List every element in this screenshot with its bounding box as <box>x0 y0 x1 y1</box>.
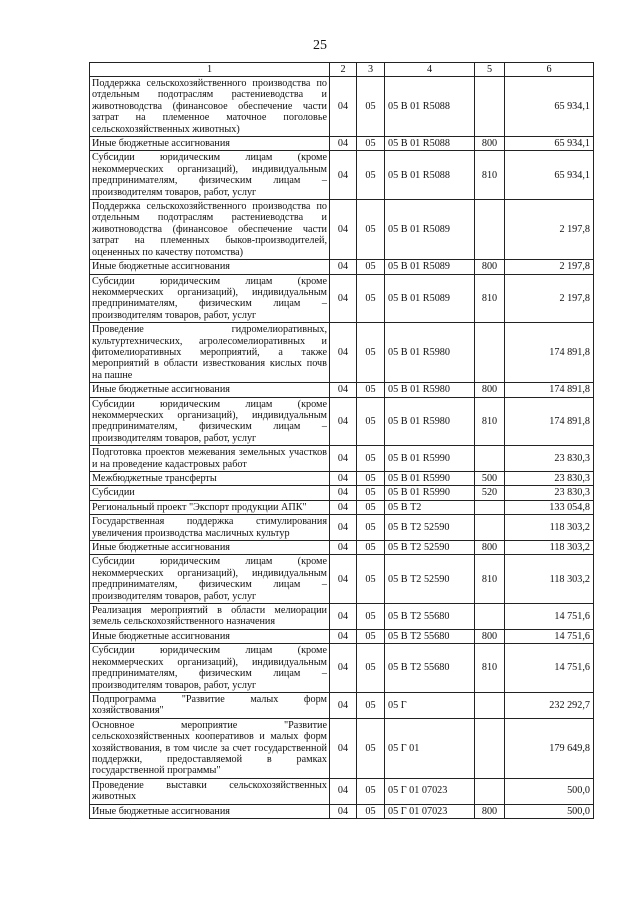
row-description: Иные бюджетные ассигнования <box>90 541 330 555</box>
table-row <box>90 260 594 274</box>
row-target-code: 05 В Т2 <box>385 500 475 514</box>
table-row <box>90 555 594 604</box>
table-row <box>90 472 594 486</box>
row-expense-type <box>475 200 505 260</box>
row-amount: 14 751,6 <box>505 604 594 630</box>
row-target-code: 05 В 01 R5088 <box>385 151 475 200</box>
row-description: Иные бюджетные ассигнования <box>90 629 330 643</box>
row-section: 04 <box>330 778 357 804</box>
row-expense-type: 810 <box>475 397 505 446</box>
row-target-code: 05 Г 01 07023 <box>385 778 475 804</box>
row-amount: 2 197,8 <box>505 200 594 260</box>
row-amount: 174 891,8 <box>505 383 594 397</box>
row-description: Межбюджетные трансферты <box>90 472 330 486</box>
row-section: 04 <box>330 486 357 500</box>
table-row <box>90 692 594 718</box>
row-expense-type: 500 <box>475 472 505 486</box>
row-description: Основное мероприятие "Развитие сельскохозяйственных кооперативов и малых форм хозяйствования, в том числе за счет государственной поддержки, предоставляемой в рамках государственной программы" <box>90 718 330 778</box>
row-target-code: 05 В Т2 55680 <box>385 629 475 643</box>
row-description: Иные бюджетные ассигнования <box>90 383 330 397</box>
row-target-code: 05 В 01 R5088 <box>385 137 475 151</box>
table-row <box>90 804 594 818</box>
row-expense-type: 800 <box>475 260 505 274</box>
row-subsection: 05 <box>357 555 385 604</box>
row-target-code: 05 В 01 R5089 <box>385 274 475 323</box>
row-expense-type: 800 <box>475 629 505 643</box>
row-expense-type: 800 <box>475 137 505 151</box>
row-expense-type <box>475 500 505 514</box>
row-amount: 2 197,8 <box>505 260 594 274</box>
row-amount: 14 751,6 <box>505 644 594 693</box>
row-expense-type <box>475 515 505 541</box>
row-description: Субсидии юридическим лицам (кроме некоммерческих организаций), индивидуальным предпринимателям, физическим лицам – производителям товаров, работ, услуг <box>90 151 330 200</box>
row-description: Подготовка проектов межевания земельных участков и на проведение кадастровых работ <box>90 446 330 472</box>
row-section: 04 <box>330 692 357 718</box>
row-description: Подпрограмма "Развитие малых форм хозяйствования" <box>90 692 330 718</box>
row-expense-type <box>475 718 505 778</box>
row-amount: 118 303,2 <box>505 515 594 541</box>
row-subsection: 05 <box>357 260 385 274</box>
row-subsection: 05 <box>357 472 385 486</box>
table-row <box>90 604 594 630</box>
row-section: 04 <box>330 718 357 778</box>
row-amount: 174 891,8 <box>505 397 594 446</box>
row-subsection: 05 <box>357 151 385 200</box>
row-target-code: 05 Г 01 <box>385 718 475 778</box>
row-subsection: 05 <box>357 644 385 693</box>
row-description: Иные бюджетные ассигнования <box>90 804 330 818</box>
row-subsection: 05 <box>357 778 385 804</box>
row-expense-type <box>475 323 505 383</box>
row-target-code: 05 В Т2 55680 <box>385 644 475 693</box>
row-description: Субсидии <box>90 486 330 500</box>
row-subsection: 05 <box>357 500 385 514</box>
row-subsection: 05 <box>357 515 385 541</box>
row-target-code: 05 В 01 R5089 <box>385 200 475 260</box>
row-subsection: 05 <box>357 486 385 500</box>
row-target-code: 05 В 01 R5088 <box>385 77 475 137</box>
row-expense-type <box>475 692 505 718</box>
row-target-code: 05 В Т2 52590 <box>385 555 475 604</box>
row-section: 04 <box>330 541 357 555</box>
row-description: Поддержка сельскохозяйственного производства по отдельным подотраслям растениеводства и животноводства (финансовое обеспечение части затрат на племенное маточное поголовье сельскохозяйственных животных) <box>90 77 330 137</box>
row-target-code: 05 В Т2 52590 <box>385 541 475 555</box>
table-row <box>90 274 594 323</box>
row-section: 04 <box>330 604 357 630</box>
row-section: 04 <box>330 629 357 643</box>
table-row <box>90 500 594 514</box>
row-section: 04 <box>330 500 357 514</box>
page-number: 25 <box>313 38 327 53</box>
table-row <box>90 77 594 137</box>
row-subsection: 05 <box>357 77 385 137</box>
row-description: Государственная поддержка стимулирования увеличения производства масличных культур <box>90 515 330 541</box>
header-col-5: 5 <box>475 63 505 77</box>
row-expense-type: 800 <box>475 383 505 397</box>
table-row <box>90 541 594 555</box>
row-amount: 118 303,2 <box>505 555 594 604</box>
row-amount: 500,0 <box>505 778 594 804</box>
row-expense-type: 800 <box>475 804 505 818</box>
row-section: 04 <box>330 515 357 541</box>
row-description: Проведение гидромелиоративных, культуртехнических, агролесомелиоративных и фитомелиоративных мероприятий, а также мероприятий в области известкования кислых почв на пашне <box>90 323 330 383</box>
row-subsection: 05 <box>357 200 385 260</box>
row-target-code: 05 Г 01 07023 <box>385 804 475 818</box>
row-target-code: 05 В 01 R5980 <box>385 397 475 446</box>
row-subsection: 05 <box>357 629 385 643</box>
row-section: 04 <box>330 555 357 604</box>
row-subsection: 05 <box>357 541 385 555</box>
row-amount: 23 830,3 <box>505 446 594 472</box>
table-row <box>90 446 594 472</box>
row-description: Региональный проект "Экспорт продукции АПК" <box>90 500 330 514</box>
row-section: 04 <box>330 397 357 446</box>
row-subsection: 05 <box>357 604 385 630</box>
row-section: 04 <box>330 274 357 323</box>
row-description: Субсидии юридическим лицам (кроме некоммерческих организаций), индивидуальным предпринимателям, физическим лицам – производителям товаров, работ, услуг <box>90 274 330 323</box>
row-target-code: 05 В 01 R5089 <box>385 260 475 274</box>
table-row <box>90 137 594 151</box>
table-row <box>90 323 594 383</box>
row-expense-type <box>475 778 505 804</box>
row-target-code: 05 В 01 R5980 <box>385 383 475 397</box>
row-description: Иные бюджетные ассигнования <box>90 260 330 274</box>
row-subsection: 05 <box>357 397 385 446</box>
row-target-code: 05 В 01 R5990 <box>385 486 475 500</box>
row-section: 04 <box>330 446 357 472</box>
row-section: 04 <box>330 77 357 137</box>
row-subsection: 05 <box>357 692 385 718</box>
row-target-code: 05 В Т2 52590 <box>385 515 475 541</box>
table-row <box>90 718 594 778</box>
table-row <box>90 151 594 200</box>
row-amount: 179 649,8 <box>505 718 594 778</box>
row-amount: 133 054,8 <box>505 500 594 514</box>
header-col-2: 2 <box>330 63 357 77</box>
row-expense-type: 800 <box>475 541 505 555</box>
row-subsection: 05 <box>357 804 385 818</box>
row-expense-type: 520 <box>475 486 505 500</box>
row-section: 04 <box>330 151 357 200</box>
row-expense-type: 810 <box>475 274 505 323</box>
row-target-code: 05 В Т2 55680 <box>385 604 475 630</box>
row-subsection: 05 <box>357 446 385 472</box>
row-description: Поддержка сельскохозяйственного производства по отдельным подотраслям растениеводства и животноводства (финансовое обеспечение части затрат на племенных быков-производителей, оцененных по качеству потомства) <box>90 200 330 260</box>
table-row <box>90 383 594 397</box>
header-col-6: 6 <box>505 63 594 77</box>
row-expense-type: 810 <box>475 151 505 200</box>
row-section: 04 <box>330 383 357 397</box>
row-amount: 23 830,3 <box>505 486 594 500</box>
row-subsection: 05 <box>357 323 385 383</box>
row-target-code: 05 Г <box>385 692 475 718</box>
table-row <box>90 778 594 804</box>
row-expense-type <box>475 77 505 137</box>
row-expense-type: 810 <box>475 644 505 693</box>
row-expense-type <box>475 604 505 630</box>
row-amount: 118 303,2 <box>505 541 594 555</box>
row-section: 04 <box>330 260 357 274</box>
row-amount: 2 197,8 <box>505 274 594 323</box>
row-description: Субсидии юридическим лицам (кроме некоммерческих организаций), индивидуальным предпринимателям, физическим лицам – производителям товаров, работ, услуг <box>90 397 330 446</box>
header-col-4: 4 <box>385 63 475 77</box>
row-description: Проведение выставки сельскохозяйственных животных <box>90 778 330 804</box>
row-description: Иные бюджетные ассигнования <box>90 137 330 151</box>
row-section: 04 <box>330 200 357 260</box>
table-row <box>90 200 594 260</box>
row-description: Субсидии юридическим лицам (кроме некоммерческих организаций), индивидуальным предпринимателям, физическим лицам – производителям товаров, работ, услуг <box>90 555 330 604</box>
row-expense-type <box>475 446 505 472</box>
table-row <box>90 515 594 541</box>
budget-table <box>89 62 594 819</box>
row-description: Реализация мероприятий в области мелиорации земель сельскохозяйственного назначения <box>90 604 330 630</box>
row-amount: 500,0 <box>505 804 594 818</box>
row-section: 04 <box>330 323 357 383</box>
table-row <box>90 629 594 643</box>
row-section: 04 <box>330 804 357 818</box>
header-row <box>90 63 594 77</box>
row-amount: 65 934,1 <box>505 137 594 151</box>
table-row <box>90 644 594 693</box>
row-target-code: 05 В 01 R5980 <box>385 323 475 383</box>
row-amount: 174 891,8 <box>505 323 594 383</box>
table-row <box>90 486 594 500</box>
row-amount: 65 934,1 <box>505 151 594 200</box>
header-col-3: 3 <box>357 63 385 77</box>
row-expense-type: 810 <box>475 555 505 604</box>
header-col-1: 1 <box>90 63 330 77</box>
row-section: 04 <box>330 472 357 486</box>
row-subsection: 05 <box>357 137 385 151</box>
row-amount: 23 830,3 <box>505 472 594 486</box>
row-subsection: 05 <box>357 274 385 323</box>
row-amount: 232 292,7 <box>505 692 594 718</box>
row-description: Субсидии юридическим лицам (кроме некоммерческих организаций), индивидуальным предпринимателям, физическим лицам – производителям товаров, работ, услуг <box>90 644 330 693</box>
row-target-code: 05 В 01 R5990 <box>385 472 475 486</box>
row-section: 04 <box>330 644 357 693</box>
row-section: 04 <box>330 137 357 151</box>
row-subsection: 05 <box>357 383 385 397</box>
table-row <box>90 397 594 446</box>
row-amount: 65 934,1 <box>505 77 594 137</box>
row-subsection: 05 <box>357 718 385 778</box>
row-amount: 14 751,6 <box>505 629 594 643</box>
row-target-code: 05 В 01 R5990 <box>385 446 475 472</box>
